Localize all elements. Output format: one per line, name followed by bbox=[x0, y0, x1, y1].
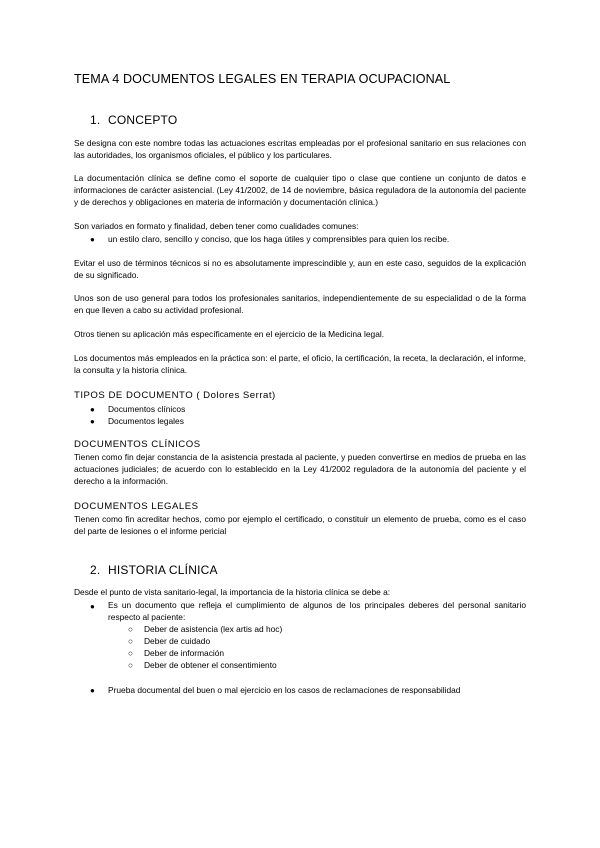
circle-bullet-icon: ○ bbox=[128, 624, 134, 634]
paragraph-historia-intro: Desde el punto de vista sanitario-legal, la importancia de la historia clínica se debe a: bbox=[74, 587, 391, 597]
list-item: Documentos legales bbox=[108, 416, 184, 426]
document-title: TEMA 4 DOCUMENTOS LEGALES EN TERAPIA OCUPACIONAL bbox=[74, 72, 451, 86]
documentos-legales-heading: DOCUMENTOS LEGALES bbox=[74, 501, 199, 512]
bullet-documento-deberes: Es un documento que refleja el cumplimiento de algunos de los principales deberes del personal sanitario respecto al paciente: bbox=[108, 600, 526, 622]
list-item: Deber de asistencia (lex artis ad hoc) bbox=[144, 624, 283, 634]
list-item: Deber de obtener el consentimiento bbox=[144, 660, 277, 670]
section-1-number: 1. bbox=[90, 113, 101, 127]
list-item: Deber de información bbox=[144, 648, 225, 658]
bullet-icon: ● bbox=[90, 686, 95, 695]
documentos-clinicos-text: Tienen como fin dejar constancia de la asistencia prestada al paciente, y pueden convertirse en medios de prueba en las actuaciones judiciales; de acuerdo con lo establecido en la Ley 41/2002 reguladora de la autonomía del paciente y el derecho a la información. bbox=[74, 452, 526, 486]
paragraph-documentacion-clinica: La documentación clínica se define como el soporte de cualquier tipo o clase que contiene un conjunto de datos e informaciones de carácter asistencial. (Ley 41/2002, de 14 de noviembre, básica reguladora de la autonomía del paciente y de derechos y obligaciones en materia de información y documentación clínica.) bbox=[74, 173, 526, 207]
paragraph-uso-general: Unos son de uso general para todos los profesionales sanitarios, independientemente de su especialidad o de la forma en que lleven a cabo su actividad profesional. bbox=[74, 293, 526, 315]
tipos-documento-heading: TIPOS DE DOCUMENTO ( Dolores Serrat) bbox=[74, 390, 276, 401]
bullet-icon: ● bbox=[90, 417, 95, 426]
list-item: Deber de cuidado bbox=[144, 636, 211, 646]
paragraph-variados: Son variados en formato y finalidad, deben tener como cualidades comunes: bbox=[74, 221, 359, 231]
paragraph-terminos-tecnicos: Evitar el uso de términos técnicos si no es absolutamente imprescindible y, aun en este caso, seguidos de la explicación de su significado. bbox=[74, 258, 526, 280]
paragraph-medicina-legal: Otros tienen su aplicación más específicamente en el ejercicio de la Medicina legal. bbox=[74, 329, 385, 339]
bullet-icon: ● bbox=[90, 405, 95, 414]
list-item: Documentos clínicos bbox=[108, 404, 186, 414]
section-2-heading: HISTORIA CLÍNICA bbox=[108, 563, 218, 577]
bullet-prueba-documental: Prueba documental del buen o mal ejercicio en los casos de reclamaciones de responsabilidad bbox=[108, 685, 461, 695]
bullet-icon: ● bbox=[90, 235, 95, 244]
bullet-estilo: un estilo claro, sencillo y conciso, que los haga útiles y comprensibles para quien los recibe. bbox=[108, 234, 450, 244]
circle-bullet-icon: ○ bbox=[128, 660, 134, 670]
documentos-clinicos-heading: DOCUMENTOS CLÍNICOS bbox=[74, 439, 201, 450]
paragraph-documentos-empleados: Los documentos más empleados en la práctica son: el parte, el oficio, la certificación, la receta, la declaración, el informe, la consulta y la historia clínica. bbox=[74, 353, 526, 375]
section-2-number: 2. bbox=[90, 563, 101, 577]
documentos-legales-text: Tienen como fin acreditar hechos, como por ejemplo el certificado, o constituir un elemento de prueba, como es el caso del parte de lesiones o el informe pericial bbox=[74, 514, 526, 536]
bullet-icon: ● bbox=[90, 602, 95, 611]
paragraph-designa: Se designa con este nombre todas las actuaciones escritas empleadas por el profesional sanitario en sus relaciones con las autoridades, los organismos oficiales, el público y los particulares. bbox=[74, 138, 526, 160]
circle-bullet-icon: ○ bbox=[128, 636, 134, 646]
circle-bullet-icon: ○ bbox=[128, 648, 134, 658]
section-1-heading: CONCEPTO bbox=[108, 113, 178, 127]
